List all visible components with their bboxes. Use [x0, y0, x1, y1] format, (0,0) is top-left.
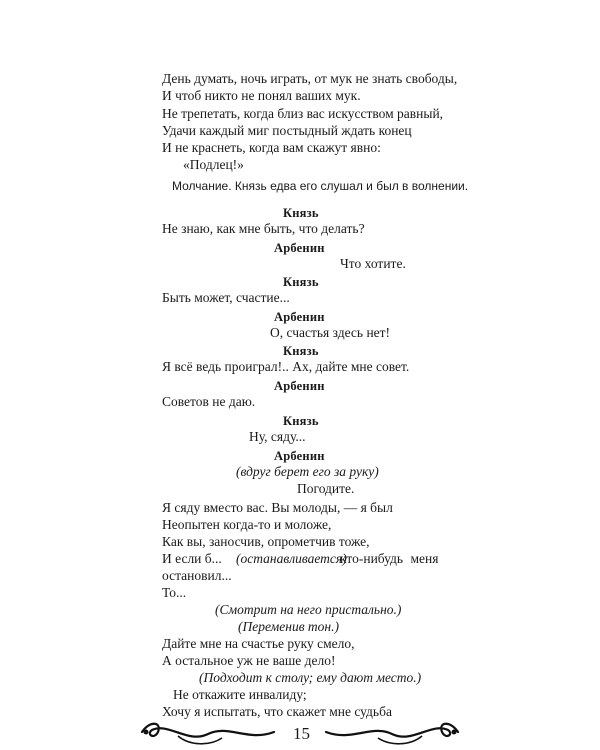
stage-direction: (вдруг берет его за руку)	[236, 464, 379, 479]
speech-line: Что хотите.	[340, 256, 406, 271]
verse-line: И если б...	[162, 551, 222, 566]
page-number: 15	[293, 724, 310, 743]
verse-line: День думать, ночь играть, от мук не знать свободы,	[162, 71, 458, 86]
speech-line: Я всё ведь проиграл!.. Ах, дайте мне совет.	[162, 359, 410, 374]
speech-line: Не знаю, как мне быть, что делать?	[162, 221, 365, 236]
verse-line: Хочу я испытать, что скажет мне судьба	[162, 704, 392, 719]
verse-line: И не краснеть, когда вам скажут явно:	[162, 140, 381, 155]
verse-line: Не трепетать, когда близ вас искусством равный,	[162, 106, 444, 121]
speech-line: Советов не даю.	[162, 394, 256, 409]
verse-line: Дайте мне на счастье руку смело,	[162, 636, 355, 651]
verse-line: Неопытен когда-то и моложе,	[162, 517, 332, 532]
speech-line: Погодите.	[297, 481, 355, 496]
verse-line: «Подлец!»	[183, 157, 244, 172]
stage-direction: (Переменив тон.)	[238, 619, 339, 634]
speaker-name: Арбенин	[274, 379, 325, 393]
verse-line: А остальное уж не ваше дело!	[162, 653, 336, 668]
verse-line: кто-нибудь меня	[340, 551, 439, 566]
verse-line: Как вы, заносчив, опрометчив тоже,	[162, 534, 370, 549]
speaker-name: Арбенин	[274, 449, 325, 463]
verse-line: остановил...	[162, 568, 232, 583]
speaker-name: Князь	[283, 344, 319, 358]
speaker-name: Арбенин	[274, 241, 325, 255]
stage-direction: (Подходит к столу; ему дают место.)	[199, 670, 422, 685]
speaker-name: Арбенин	[274, 310, 325, 324]
stage-remark: Молчание. Князь едва его слушал и был в волнении.	[172, 179, 469, 193]
left-flourish-icon	[138, 718, 278, 750]
speaker-name: Князь	[283, 414, 319, 428]
verse-line: Удачи каждый миг постыдный ждать конец	[162, 123, 412, 138]
verse-line: И чтоб никто не понял ваших мук.	[162, 88, 361, 103]
stage-direction: (Смотрит на него пристально.)	[215, 602, 402, 617]
verse-line: Не откажите инвалиду;	[173, 687, 307, 702]
right-flourish-icon	[322, 718, 462, 750]
verse-line: То...	[162, 585, 187, 600]
speech-line: Быть может, счастие...	[162, 290, 290, 305]
verse-line: Я сяду вместо вас. Вы молоды, — я был	[162, 500, 393, 515]
speech-line: Ну, сяду...	[249, 429, 306, 444]
speaker-name: Князь	[283, 206, 319, 220]
speech-line: О, счастья здесь нет!	[270, 325, 391, 340]
stage-direction: (останавливается)	[236, 551, 347, 566]
speaker-name: Князь	[283, 275, 319, 289]
